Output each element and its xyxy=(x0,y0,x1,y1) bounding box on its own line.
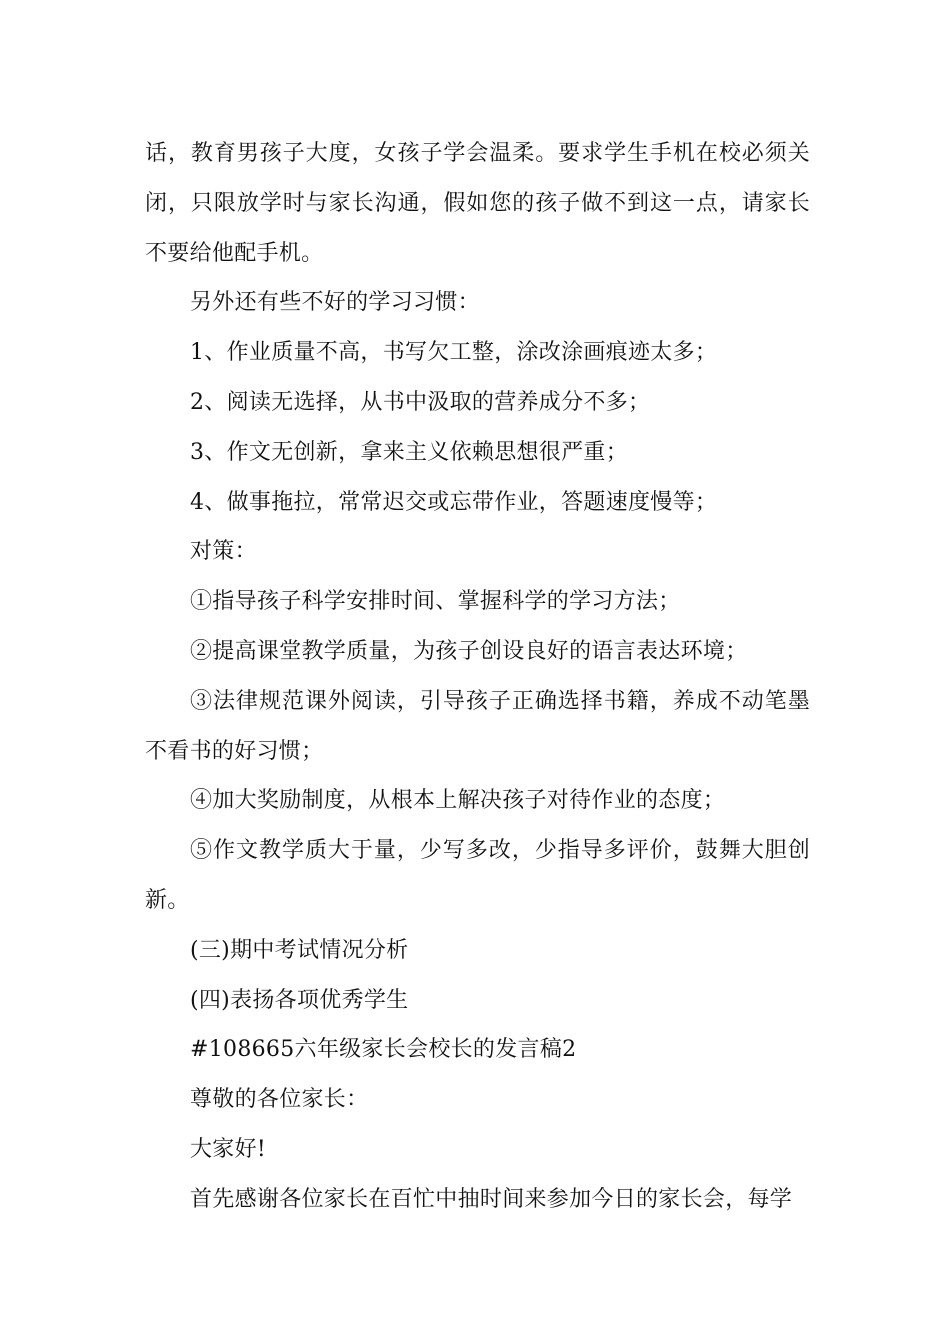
section-label: 对策： xyxy=(190,539,257,565)
list-item: ④加大奖励制度，从根本上解决孩子对待作业的态度； xyxy=(190,788,726,814)
paragraph: 话，教育男孩子大度，女孩子学会温柔。要求学生手机在校必须关闭，只限放学时与家长沟通，假如您的孩子做不到这一点，请家长不要给他配手机。 xyxy=(145,141,810,266)
list-item: ②提高课堂教学质量，为孩子创设良好的语言表达环境； xyxy=(190,638,748,664)
list-item: 2、阅读无选择，从书中汲取的营养成分不多； xyxy=(190,389,651,415)
salutation: 尊敬的各位家长： xyxy=(190,1087,369,1113)
paragraph: 首先感谢各位家长在百忙中抽时间来参加今日的家长会，每学 xyxy=(190,1186,793,1212)
greeting: 大家好! xyxy=(190,1136,267,1162)
document-title: #108665六年级家长会校长的发言稿2 xyxy=(190,1037,577,1063)
document-body xyxy=(145,129,810,1225)
list-item: ⑤作文教学质大于量，少写多改，少指导多评价，鼓舞大胆创新。 xyxy=(145,838,810,913)
section-heading: (四)表扬各项优秀学生 xyxy=(190,987,409,1013)
list-item: 1、作业质量不高，书写欠工整，涂改涂画痕迹太多； xyxy=(190,340,718,366)
list-item: 4、做事拖拉，常常迟交或忘带作业，答题速度慢等； xyxy=(190,489,718,515)
list-item: 3、作文无创新，拿来主义依赖思想很严重； xyxy=(190,439,628,465)
list-item: ③法律规范课外阅读，引导孩子正确选择书籍，养成不动笔墨不看书的好习惯； xyxy=(145,688,810,764)
section-heading: (三)期中考试情况分析 xyxy=(190,937,409,963)
list-item: ①指导孩子科学安排时间、掌握科学的学习方法； xyxy=(190,589,681,615)
paragraph: 另外还有些不好的学习习惯： xyxy=(190,290,480,316)
